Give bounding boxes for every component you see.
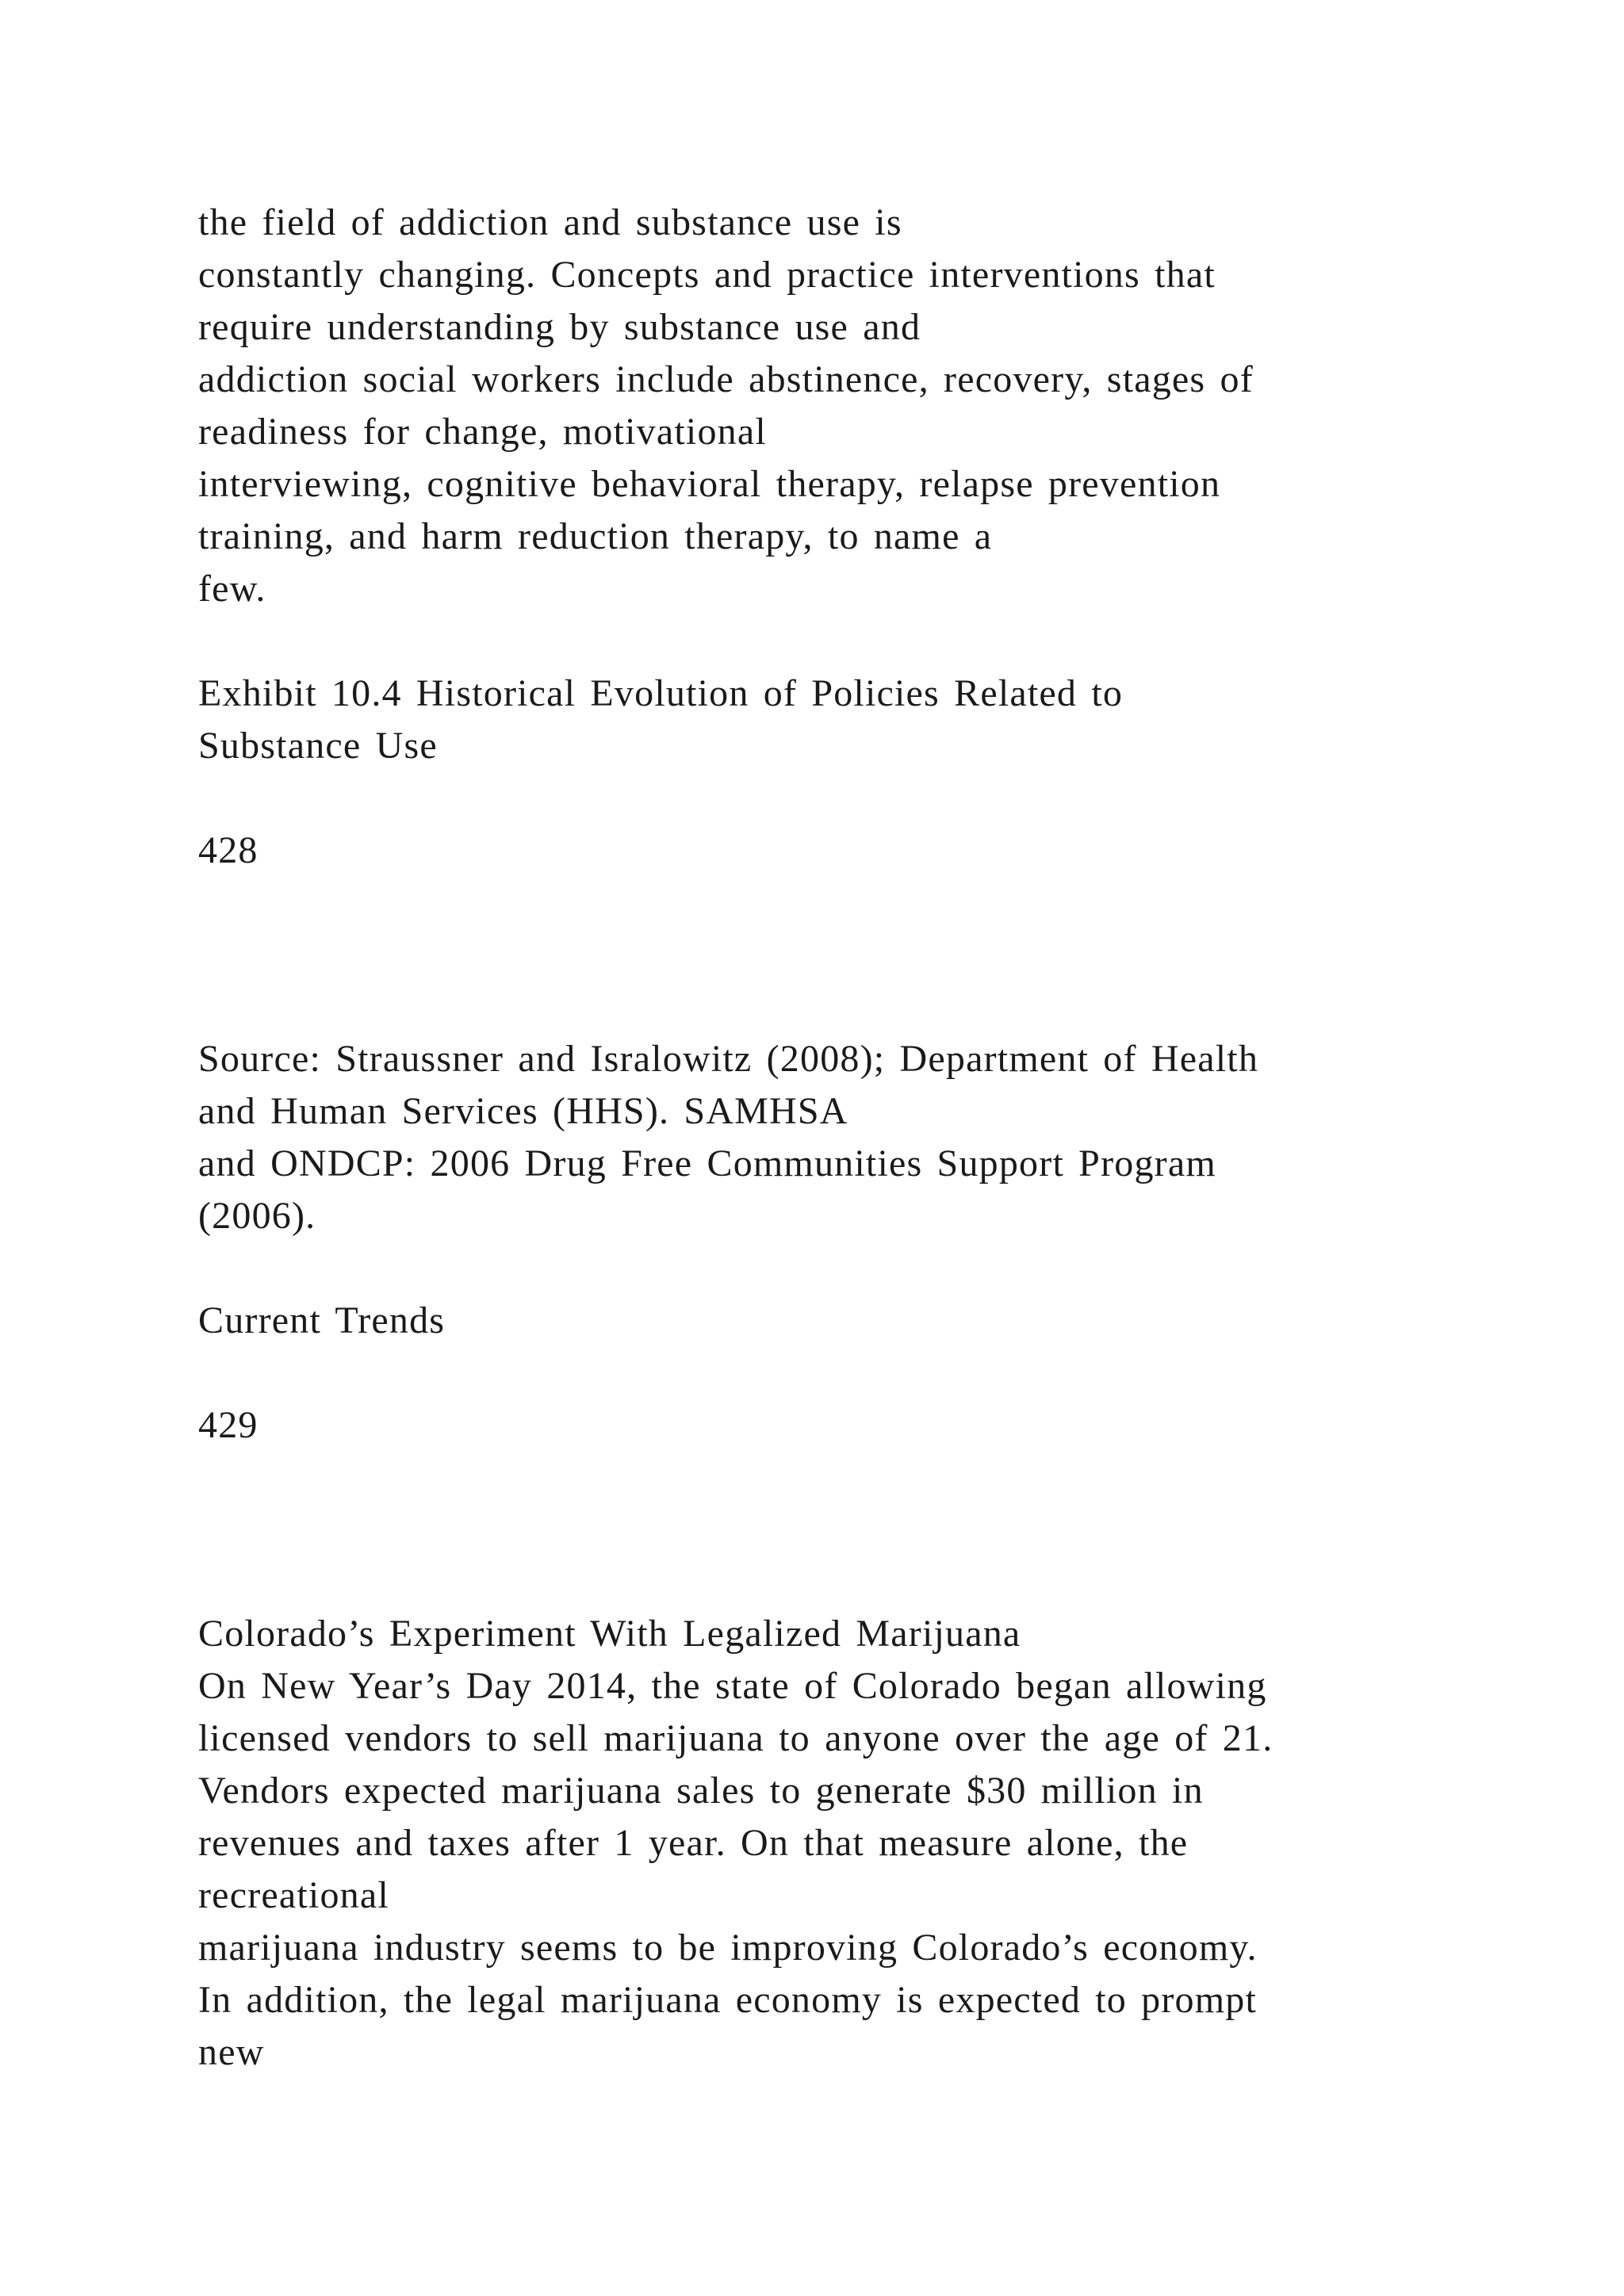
- box-body-line: licensed vendors to sell marijuana to anyone over the age of 21.: [198, 1717, 1274, 1759]
- box-body-line: Vendors expected marijuana sales to generate $30 million in: [198, 1770, 1204, 1812]
- box-title: Colorado’s Experiment With Legalized Marijuana: [198, 1613, 1021, 1655]
- paragraph-line: interviewing, cognitive behavioral therapy, relapse prevention: [198, 463, 1221, 505]
- box-body-line: In addition, the legal marijuana economy is expected to prompt: [198, 1979, 1258, 2021]
- paragraph-line: addiction social workers include abstinence, recovery, stages of: [198, 358, 1254, 400]
- paragraph-line: the field of addiction and substance use is: [198, 201, 902, 243]
- paragraph-line: readiness for change, motivational: [198, 411, 767, 453]
- box-body-line: new: [198, 2031, 265, 2073]
- box-body-line: revenues and taxes after 1 year. On that measure alone, the: [198, 1822, 1189, 1864]
- paragraph-line: few.: [198, 568, 266, 610]
- exhibit-title-line: Exhibit 10.4 Historical Evolution of Policies Related to: [198, 672, 1124, 714]
- source-note-line: Source: Straussner and Isralowitz (2008); Department of Health: [198, 1038, 1259, 1080]
- page-number: 429: [198, 1404, 259, 1446]
- source-note-line: and Human Services (HHS). SAMHSA: [198, 1090, 848, 1132]
- box-body-line: marijuana industry seems to be improving Colorado’s economy.: [198, 1927, 1258, 1969]
- source-note-line: and ONDCP: 2006 Drug Free Communities Support Program: [198, 1142, 1216, 1184]
- box-body-line: recreational: [198, 1874, 389, 1916]
- paragraph-line: constantly changing. Concepts and practice interventions that: [198, 254, 1216, 296]
- exhibit-title-line: Substance Use: [198, 725, 438, 767]
- section-heading: Current Trends: [198, 1299, 446, 1341]
- source-note-line: (2006).: [198, 1195, 316, 1237]
- paragraph-line: require understanding by substance use and: [198, 306, 921, 348]
- page-number: 428: [198, 829, 259, 871]
- box-body-line: On New Year’s Day 2014, the state of Colorado began allowing: [198, 1665, 1267, 1707]
- paragraph-line: training, and harm reduction therapy, to name a: [198, 515, 993, 557]
